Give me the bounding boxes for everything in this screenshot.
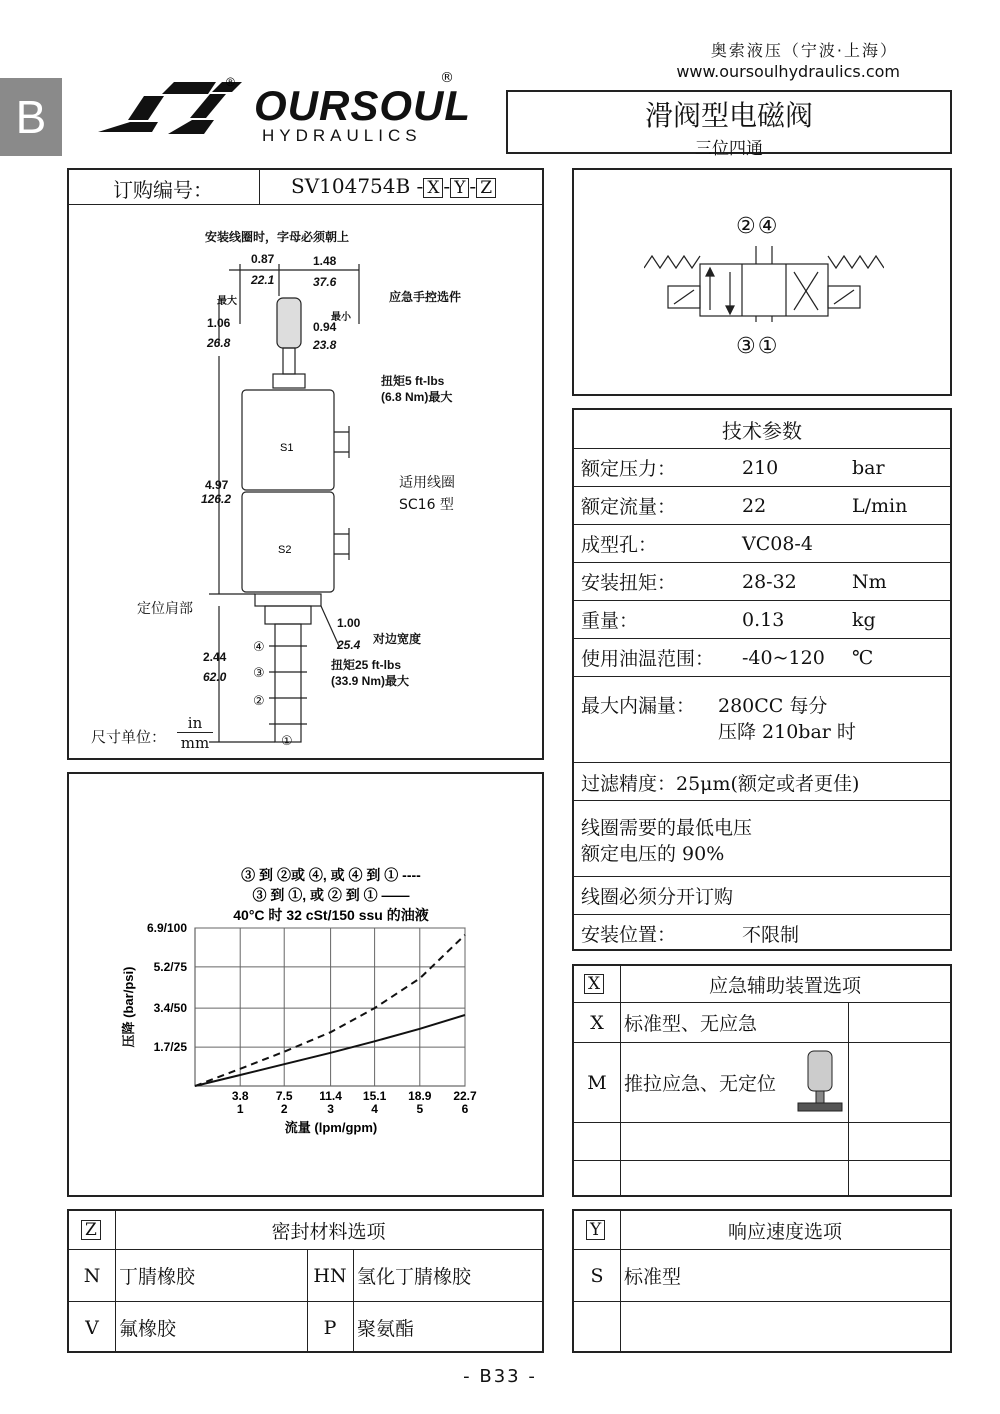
voltage-text-2: 额定电压的 90%	[581, 843, 725, 865]
spec-value: -40~120	[742, 646, 825, 669]
chart-x-tick-lpm: 3.8	[231, 1089, 249, 1103]
dim-126-2: 126.2	[201, 492, 232, 506]
y-option-empty-row	[574, 1301, 950, 1353]
spec-row	[574, 638, 950, 676]
port-3-label: ③	[253, 666, 265, 681]
chart-x-tick-gpm: 6	[461, 1102, 469, 1116]
spec-row	[574, 562, 950, 600]
x-option-code: M	[587, 1071, 607, 1094]
chart-x-tick-lpm: 18.9	[408, 1089, 432, 1103]
z-option-desc: 聚氨酯	[357, 1318, 415, 1340]
push-pull-knob-icon	[794, 1049, 846, 1117]
dim-1-00: 1.00	[337, 616, 361, 630]
tech-specs-table	[572, 408, 952, 951]
dimension-drawing-panel	[67, 168, 544, 760]
spec-row-voltage	[574, 800, 950, 878]
port-1-label: ①	[281, 734, 293, 749]
y-options-header: 响应速度选项	[727, 1220, 842, 1243]
filter-text: 过滤精度：25μm(额定或者更佳)	[581, 773, 860, 795]
z-code-box: Z	[81, 1220, 101, 1240]
dim-0-94: 0.94	[313, 320, 337, 334]
install-label: 安装位置：	[581, 923, 677, 946]
x-option-row	[574, 1002, 950, 1042]
hydraulic-symbol-panel	[572, 168, 952, 396]
x-option-row	[574, 1042, 950, 1122]
dim-23-8: 23.8	[313, 338, 337, 352]
dim-22-1: 22.1	[251, 273, 275, 287]
page-subtitle: 三位四通	[695, 139, 763, 159]
voltage-text-1: 线圈需要的最低电压	[581, 817, 753, 839]
z-option-code: P	[323, 1316, 337, 1339]
y-options-header-row	[574, 1211, 950, 1249]
chart-x-tick-lpm: 7.5	[275, 1089, 293, 1103]
y-option-code: S	[590, 1264, 604, 1287]
spec-row-filter	[574, 762, 950, 802]
brand-name: OURSOUL	[254, 82, 471, 129]
company-name: 奥索液压（宁波·上海）	[710, 41, 898, 60]
page-title: 滑阀型电磁阀	[644, 99, 813, 132]
chart-title-line: ③ 到 ②或 ④, 或 ④ 到 ① ----	[241, 867, 421, 883]
chart-y-tick: 3.4/50	[153, 1001, 187, 1016]
torque-note-2b: (33.9 Nm)最大	[331, 674, 410, 688]
unit-in: in	[177, 714, 213, 733]
pressure-drop-chart-panel	[67, 772, 544, 1197]
chart-title-line: ③ 到 ①, 或 ② 到 ① ——	[252, 887, 410, 903]
spec-unit: Nm	[852, 570, 887, 593]
spec-unit: L/min	[852, 494, 908, 517]
dim-26-8: 26.8	[207, 336, 231, 350]
valve-outline-drawing	[69, 206, 542, 758]
torque-note-2: 扭矩25 ft-lbs	[331, 658, 402, 672]
z-options-header-row	[69, 1211, 542, 1249]
spec-label: 安装扭矩：	[581, 572, 677, 594]
spec-row	[574, 486, 950, 524]
x-option-code: X	[590, 1011, 604, 1034]
torque-note-1: 扭矩5 ft-lbs	[381, 374, 445, 388]
chart-series-line-solid	[195, 1015, 465, 1086]
spec-label: 重量：	[581, 610, 639, 632]
x-code-box: X	[584, 974, 604, 994]
hex-label: 对边宽度	[373, 632, 422, 646]
chart-y-tick: 5.2/75	[153, 959, 187, 974]
chart-x-tick-gpm: 1	[236, 1102, 244, 1116]
unit-label: 尺寸单位：	[91, 728, 167, 746]
specs-header: 技术参数	[722, 418, 802, 443]
dim-1-48: 1.48	[313, 254, 337, 268]
chart-series-line-dashed	[195, 935, 465, 1086]
spec-row	[574, 448, 950, 486]
chart-plot-area	[195, 928, 465, 1086]
dim-0-87: 0.87	[251, 252, 275, 266]
coil-order-text: 线圈必须分开订购	[581, 886, 734, 908]
section-tab: B	[0, 78, 62, 156]
spec-value: 210	[742, 456, 779, 479]
spec-unit: kg	[852, 608, 876, 631]
manual-override-label: 应急手控选件	[389, 290, 462, 304]
oursoul-logo-icon	[92, 76, 252, 146]
spec-label: 额定压力：	[581, 458, 677, 480]
svg-text:®: ®	[226, 76, 235, 89]
chart-x-tick-gpm: 3	[327, 1102, 334, 1116]
chart-x-tick-gpm: 5	[416, 1102, 424, 1116]
chart-x-tick-lpm: 15.1	[362, 1089, 387, 1103]
coil-s2-label: S2	[278, 544, 292, 556]
max-label: 最大	[217, 296, 237, 307]
unit-mm: mm	[180, 734, 210, 752]
chart-x-tick-gpm: 2	[280, 1102, 288, 1116]
port-2-label: ②	[253, 694, 265, 709]
chart-x-tick-lpm: 11.4	[319, 1089, 342, 1103]
port-4-label: ④	[253, 640, 265, 655]
chart-y-tick: 1.7/25	[153, 1040, 187, 1055]
chart-y-label: 压降 (bar/psi)	[121, 966, 136, 1048]
spec-row	[574, 600, 950, 638]
x-option-empty-row	[574, 1122, 950, 1160]
registered-mark: ®	[440, 70, 454, 86]
coil-type: SC16 型	[399, 497, 454, 513]
website-link[interactable]: www.oursoulhydraulics.com	[676, 62, 900, 81]
x-option-desc: 推拉应急、无定位	[624, 1073, 777, 1095]
spec-value: 28-32	[742, 570, 797, 593]
z-option-row	[69, 1301, 542, 1353]
coil-s1-label: S1	[280, 442, 294, 454]
spec-value: VC08-4	[742, 532, 813, 555]
spec-row	[574, 524, 950, 562]
z-option-row	[69, 1249, 542, 1301]
z-option-desc: 氟橡胶	[119, 1318, 177, 1340]
dim-37-6: 37.6	[313, 275, 337, 289]
z-option-desc: 氢化丁腈橡胶	[357, 1266, 472, 1288]
spec-row-coil	[574, 876, 950, 914]
y-options-table	[572, 1209, 952, 1353]
spec-label: 使用油温范围：	[581, 648, 715, 670]
dim-4-97: 4.97	[205, 478, 229, 492]
leak-label: 最大内漏量：	[581, 695, 696, 717]
spec-value: 0.13	[742, 608, 785, 631]
chart-x-tick-lpm: 22.7	[453, 1089, 477, 1103]
chart-title-line: 40°C 时 32 cSt/150 ssu 的油液	[233, 907, 429, 923]
x-options-table	[572, 964, 952, 1197]
brand-subtitle: HYDRAULICS	[262, 126, 422, 145]
symbol-top-ports: ②④	[736, 214, 780, 239]
coil-label: 适用线圈	[399, 475, 455, 491]
install-note: 安装线圈时，字母必须朝上	[205, 230, 350, 244]
spec-label: 额定流量：	[581, 496, 677, 518]
min-label: 最小	[331, 312, 351, 323]
order-code: SV104754B - X - Y - Z	[291, 174, 496, 198]
leak-value-2: 压降 210bar 时	[718, 721, 856, 743]
z-option-code: N	[83, 1264, 101, 1287]
title-box	[506, 90, 952, 159]
z-option-desc: 丁腈橡胶	[119, 1266, 196, 1288]
z-option-code: HN	[313, 1264, 347, 1287]
x-options-header-row	[574, 966, 950, 1002]
chart-y-tick: 6.9/100	[146, 921, 187, 935]
x-option-empty-row	[574, 1160, 950, 1197]
x-options-header: 应急辅助装置选项	[708, 974, 861, 997]
x-option-desc: 标准型、无应急	[624, 1013, 758, 1035]
z-options-header: 密封材料选项	[271, 1220, 386, 1243]
z-option-code: V	[85, 1316, 99, 1339]
valve-symbol-icon	[644, 246, 884, 322]
pressure-drop-chart	[69, 774, 542, 1195]
page-number: - B33 -	[463, 1366, 537, 1387]
shoulder-label: 定位肩部	[137, 601, 193, 617]
install-value: 不限制	[742, 923, 800, 946]
symbol-bottom-ports: ③①	[736, 334, 780, 359]
spec-row-install	[574, 914, 950, 951]
leak-value-1: 280CC 每分	[718, 695, 828, 717]
y-option-desc: 标准型	[624, 1266, 682, 1288]
dim-1-06: 1.06	[207, 316, 231, 330]
spec-unit: bar	[852, 456, 885, 479]
y-code-box: Y	[586, 1220, 605, 1240]
z-options-table	[67, 1209, 544, 1353]
y-option-row	[574, 1249, 950, 1301]
chart-x-label: 流量 (lpm/gpm)	[284, 1120, 378, 1135]
spec-row-leak	[574, 676, 950, 770]
spec-label: 成型孔：	[581, 534, 658, 556]
dim-62-0: 62.0	[203, 670, 227, 684]
torque-note-1b: (6.8 Nm)最大	[381, 390, 453, 404]
order-code-label: 订购编号：	[113, 178, 213, 202]
spec-value: 22	[742, 494, 767, 517]
spec-unit: ℃	[852, 646, 874, 669]
dim-25-4: 25.4	[337, 638, 361, 652]
chart-x-tick-gpm: 4	[371, 1102, 378, 1116]
dim-2-44: 2.44	[203, 650, 227, 664]
